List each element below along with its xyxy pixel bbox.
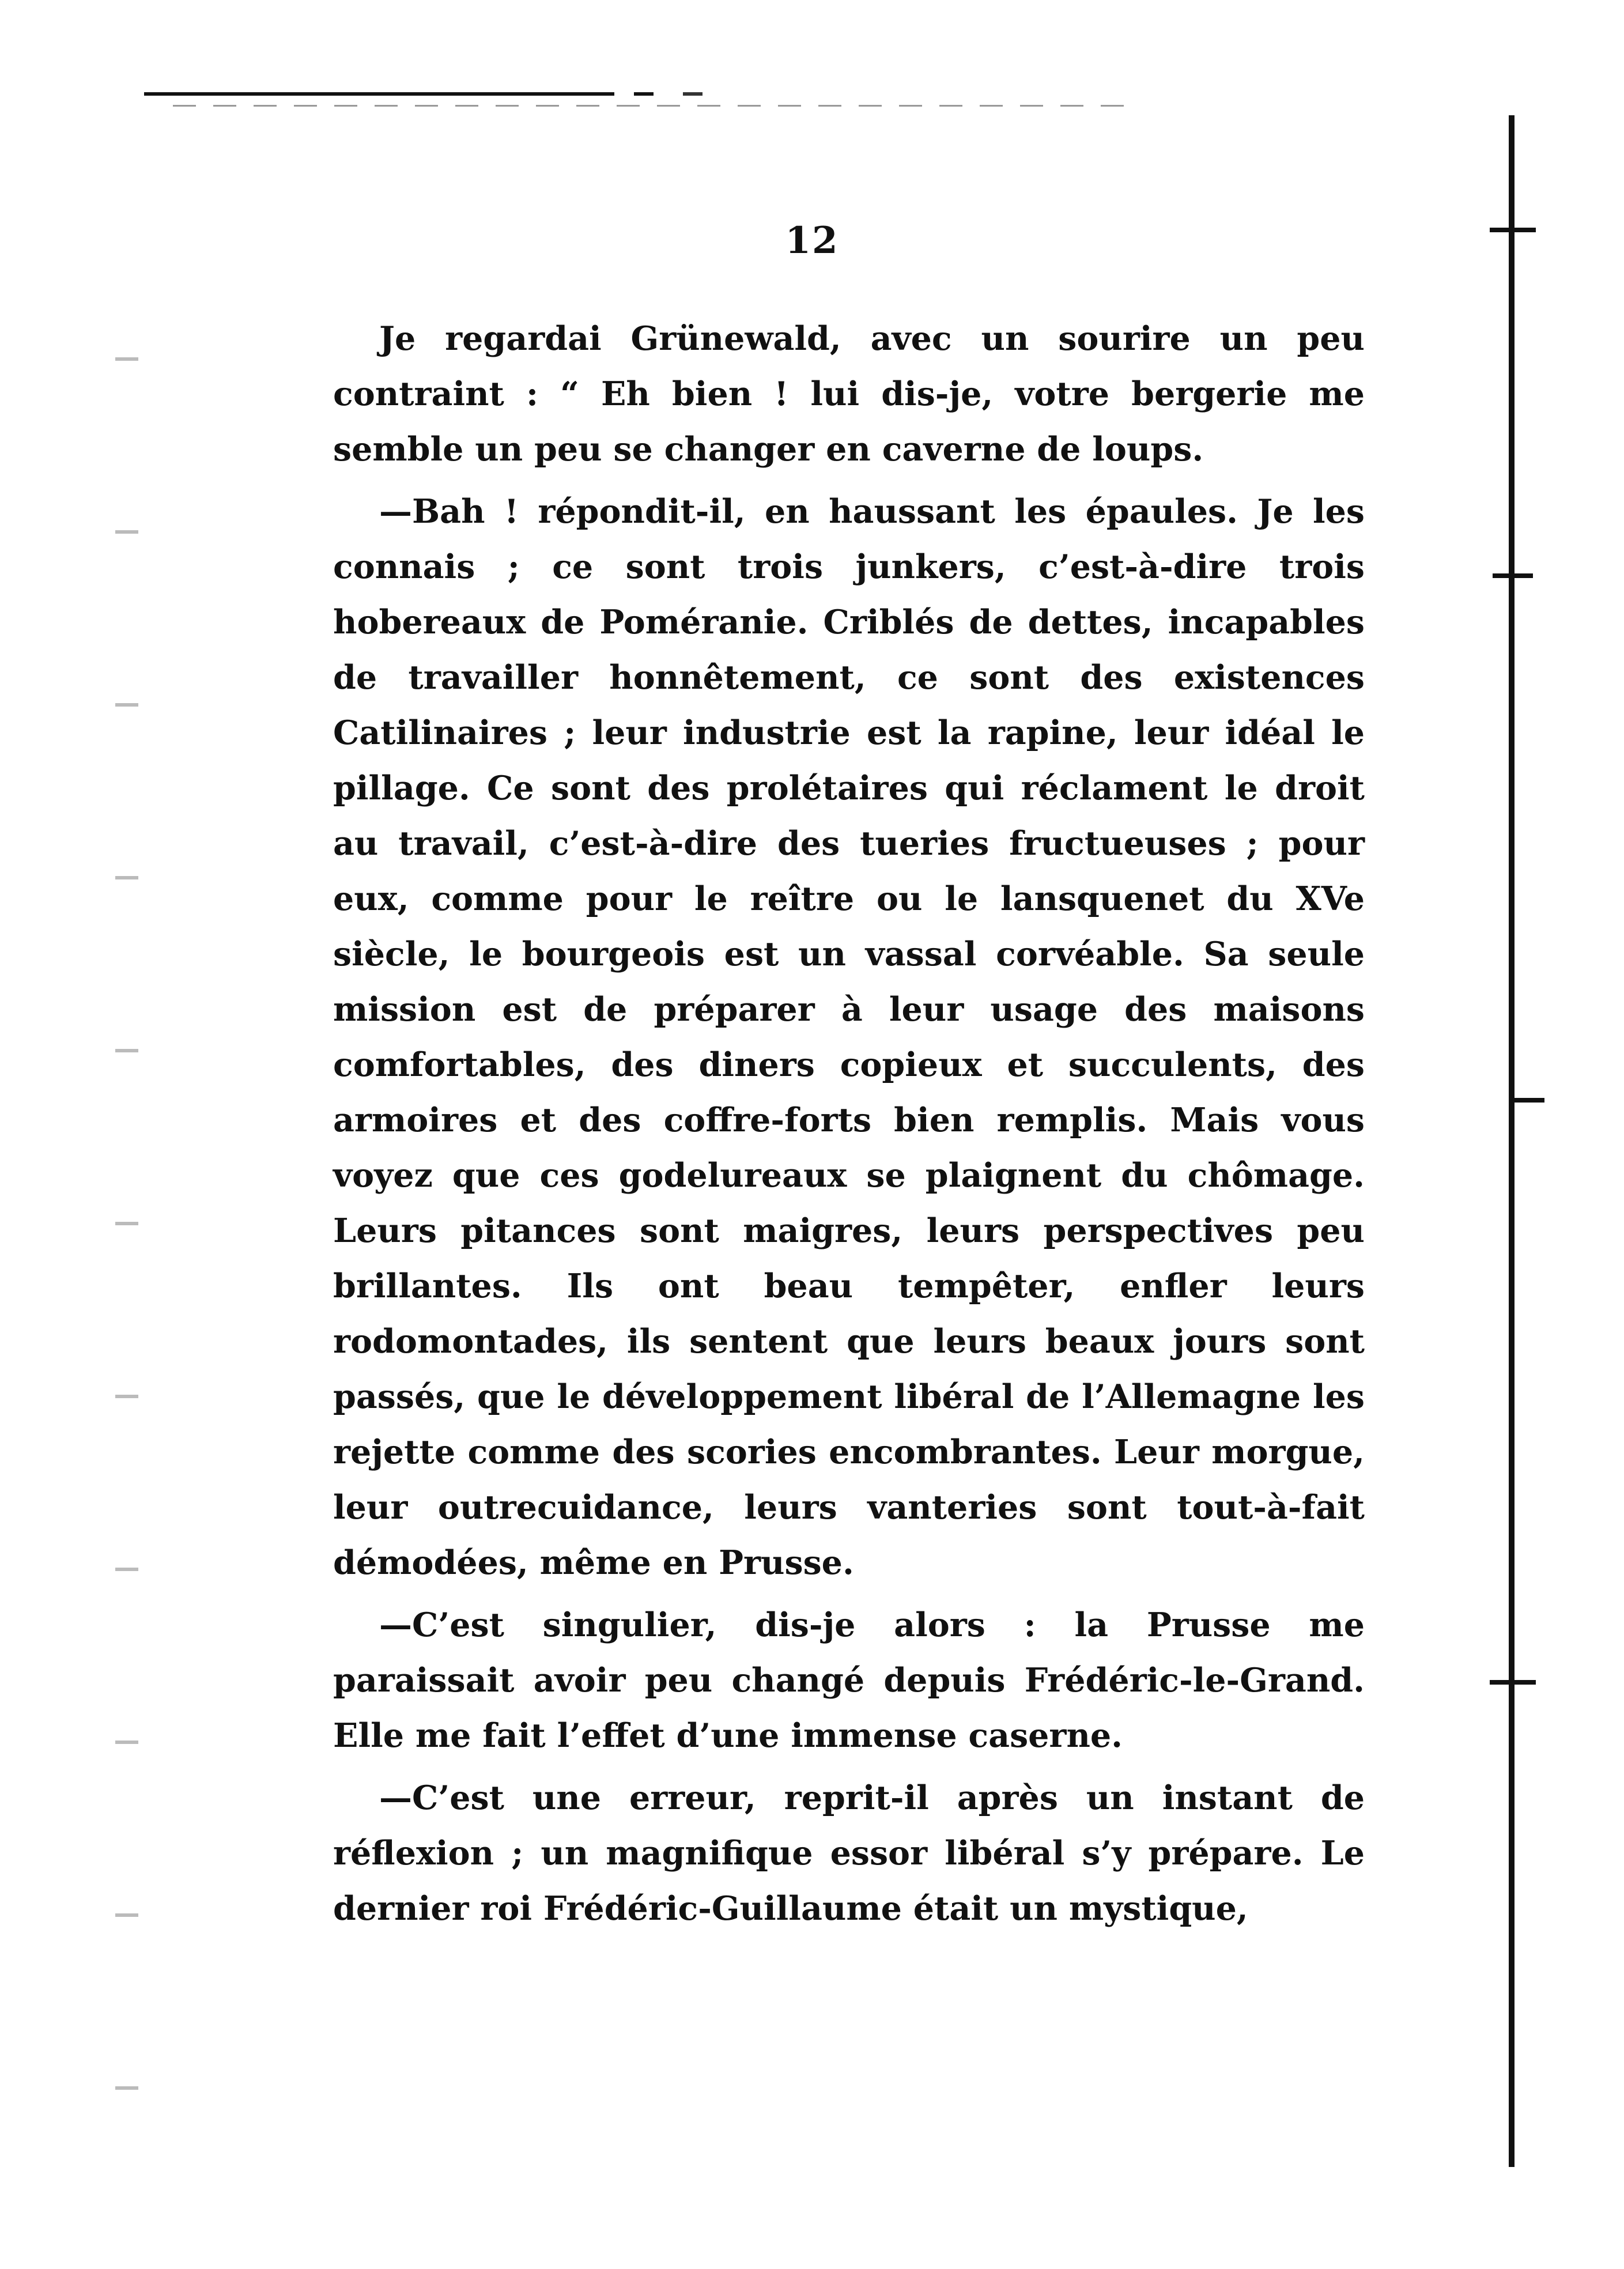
paragraph: —C’est singulier, dis-je alors : la Prusse me paraissait avoir peu changé depuis Frédéric-le-Grand. Elle me fait l’effet d’une immense caserne. [333,1606,1365,1755]
body-text [333,311,1365,1943]
scan-top-rule [144,92,1124,96]
paragraph: —Bah ! répondit-il, en haussant les épaules. Je les connais ; ce sont trois junkers, c’est-à-dire trois hobereaux de Poméranie. Criblés de dettes, incapables de travailler honnêtement, ce sont des existences Catilinaires ; leur industrie est la rapine, leur idéal le pillage. Ce sont des prolétaires qui réclament le droit au travail, c’est-à-dire des tueries fructueuses ; pour eux, comme pour le reître ou le lansquenet du XVe siècle, le bourgeois est un vassal corvéable. Sa seule mission est de préparer à leur usage des maisons comfortables, des diners copieux et succulents, des armoires et des coffre-forts bien remplis. Mais vous voyez que ces godelureaux se plaignent du chômage. Leurs pitances sont maigres, leurs perspectives peu brillantes. Ils ont beau tempêter, enfler leurs rodomontades, ils sentent que leurs beaux jours sont passés, que le développement libéral de l’Allemagne les rejette comme des scories encombrantes. Leur morgue, leur outrecuidance, leurs vanteries sont tout-à-fait démodées, même en Prusse. [333,492,1365,1582]
paragraph: Je regardai Grünewald, avec un sourire un peu contraint : “ Eh bien ! lui dis-je, votre bergerie me semble un peu se changer en caverne de loups. [333,319,1365,469]
paragraph: —C’est une erreur, reprit-il après un instant de réflexion ; un magnifique essor libéral s’y prépare. Le dernier roi Frédéric-Guillaume était un mystique, [333,1779,1365,1928]
scan-left-margin-specks [115,288,138,2190]
scan-top-rule-faint [173,105,1124,107]
scan-binding-edge [1509,115,1515,2167]
page-number: 12 [785,219,839,262]
binding-mark [1493,573,1533,578]
binding-mark [1490,1680,1536,1685]
binding-mark [1510,1098,1544,1103]
